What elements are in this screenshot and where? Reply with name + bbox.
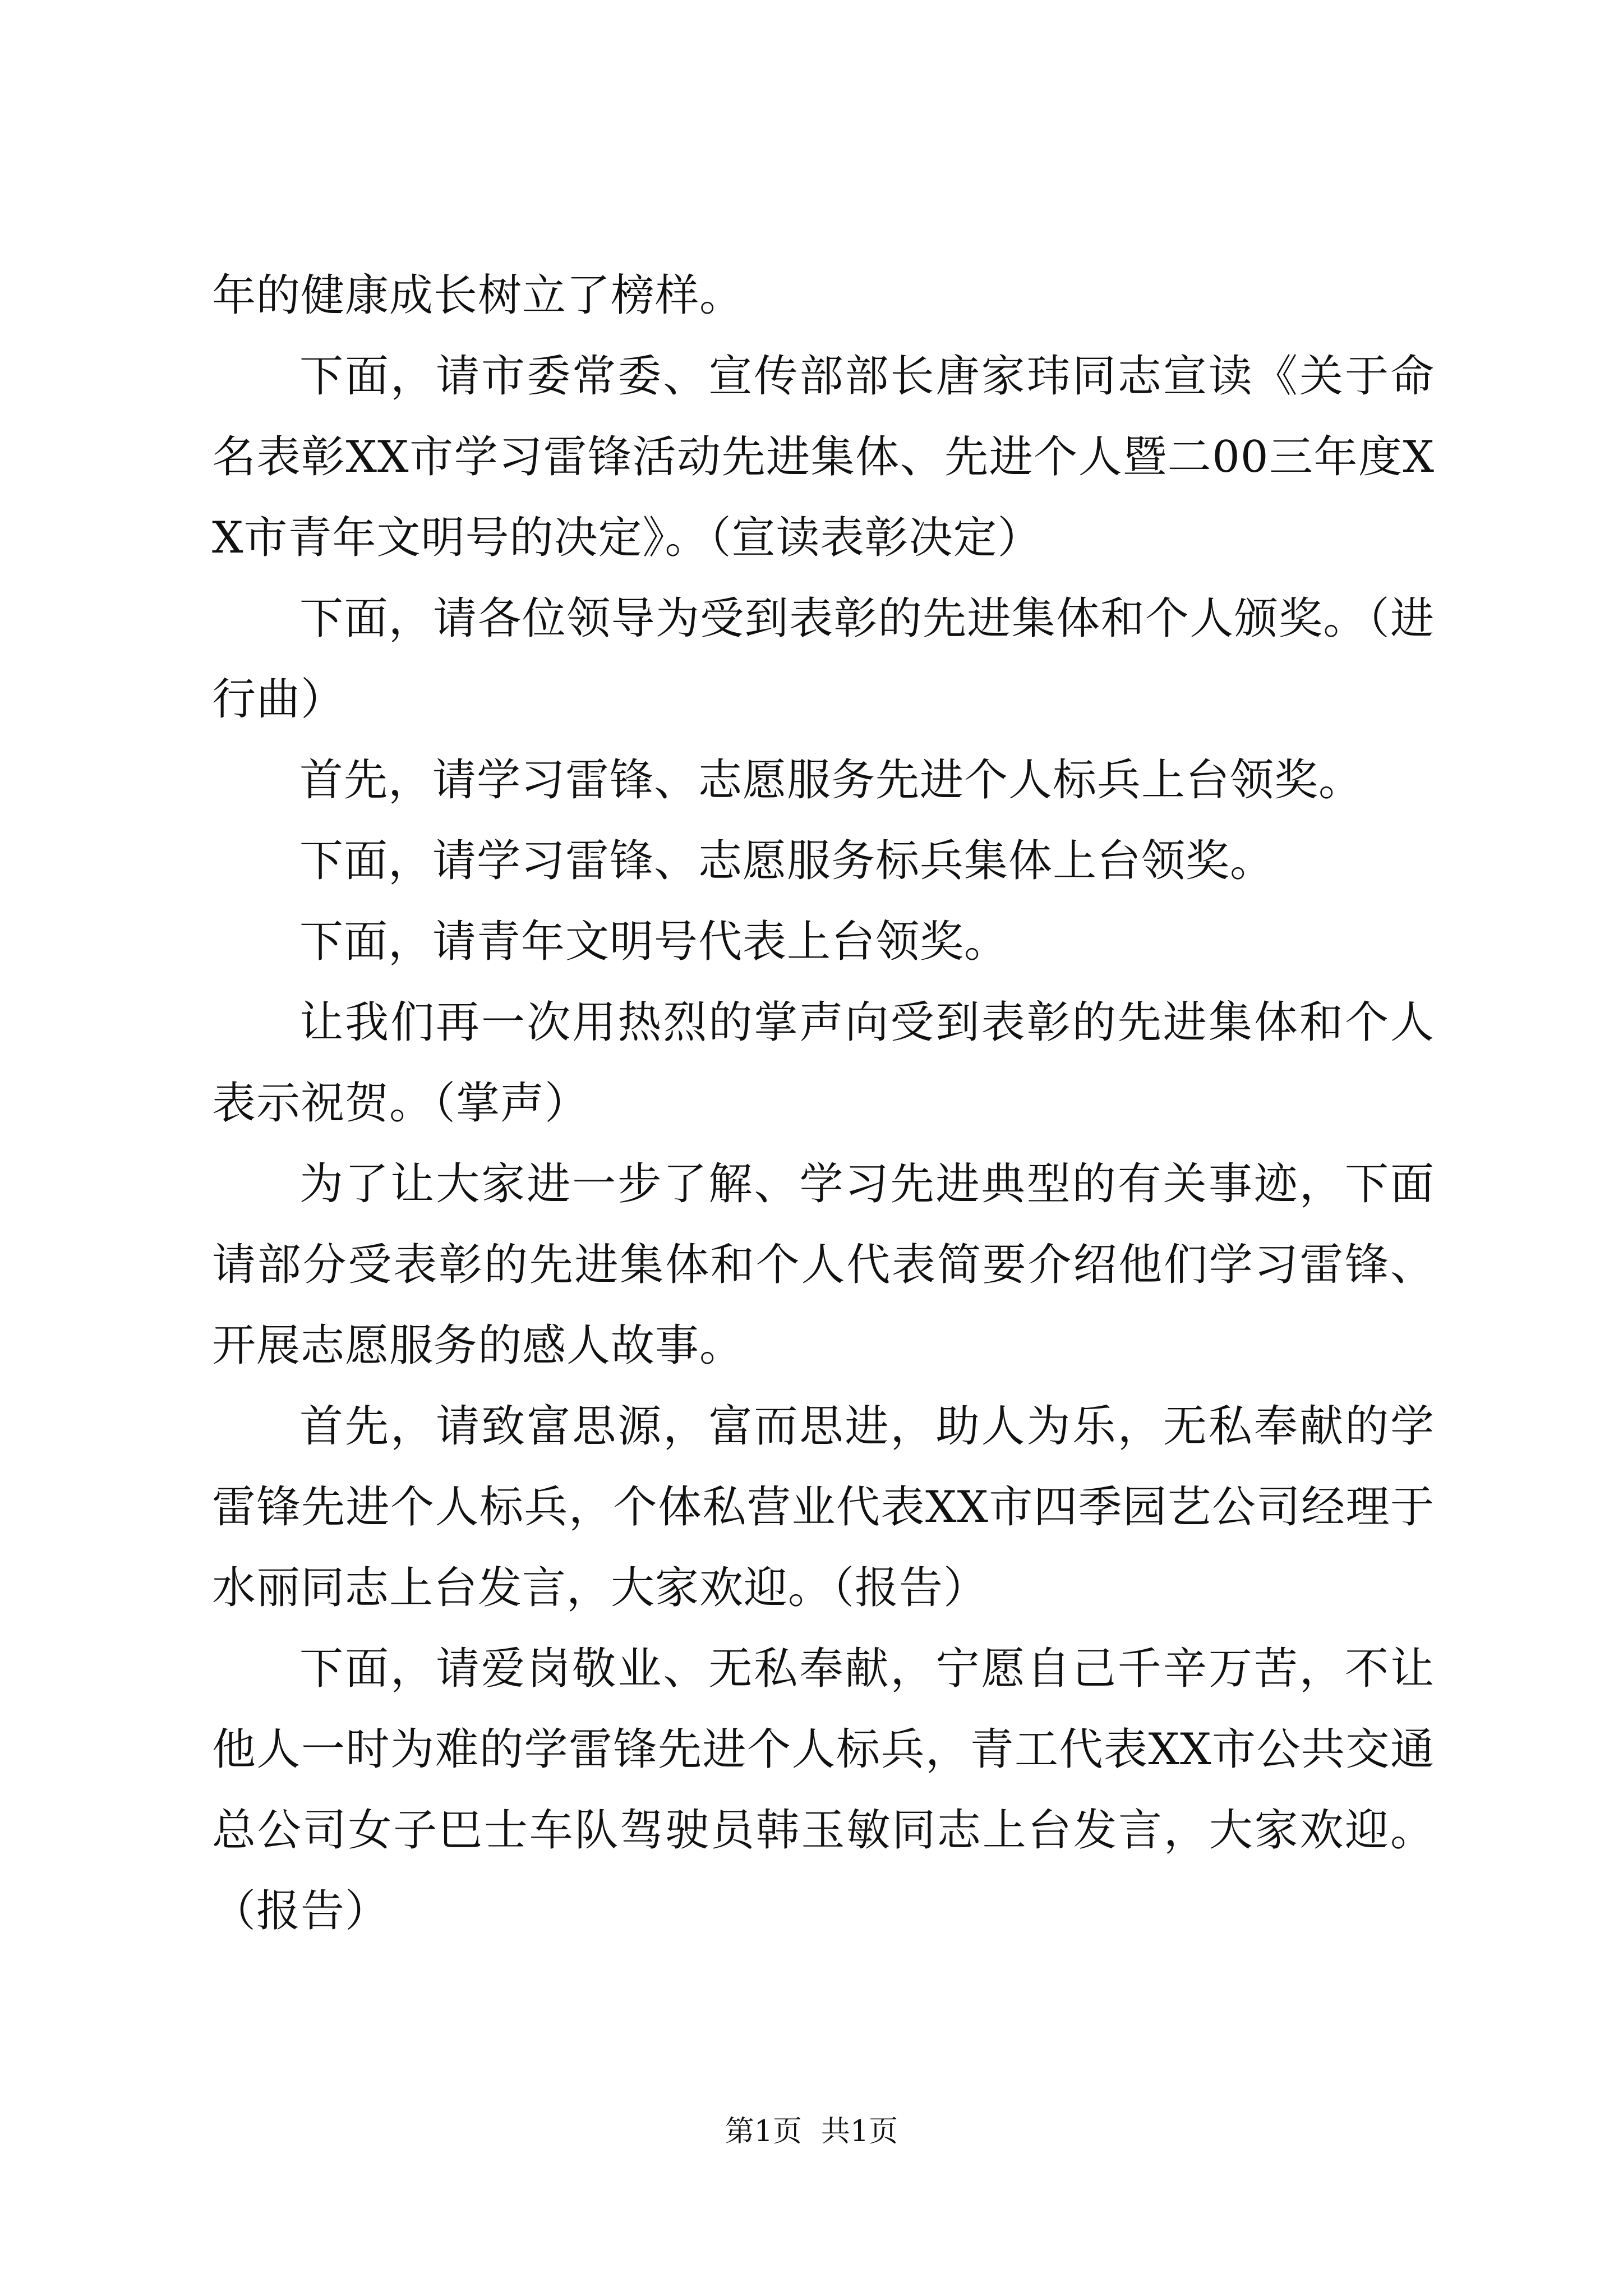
paragraph-7: 让我们再一次用热烈的掌声向受到表彰的先进集体和个人表示祝贺。（掌声） xyxy=(212,997,1435,1129)
paragraph-1: 年的健康成长树立了榜样。 xyxy=(212,270,744,321)
paragraph-10: 下面，请爱岗敬业、无私奉献，宁愿自己千辛万苦，不让他人一时为难的学雷锋先进个人标兵，青工代表XX市公共交通总公司女子巴士车队驾驶员韩玉敏同志上台发言，大家欢迎。（报告） xyxy=(212,1644,1435,1936)
paragraph-9: 首先，请致富思源，富而思进，助人为乐，无私奉献的学雷锋先进个人标兵，个体私营业代表XX市四季园艺公司经理于水丽同志上台发言，大家欢迎。（报告） xyxy=(212,1401,1435,1613)
page-number: 第1页 xyxy=(725,2115,802,2148)
paragraph-2: 下面，请市委常委、宣传部部长唐家玮同志宣读《关于命名表彰XX市学习雷锋活动先进集体、先进个人暨二00三年度XX市青年文明号的决定》。（宣读表彰决定） xyxy=(212,351,1435,563)
paragraph-3: 下面，请各位领导为受到表彰的先进集体和个人颁奖。（进行曲） xyxy=(212,593,1435,725)
document-body xyxy=(212,255,1435,1952)
paragraph-5: 下面，请学习雷锋、志愿服务标兵集体上台领奖。 xyxy=(299,836,1275,886)
paragraph-8: 为了让大家进一步了解、学习先进典型的有关事迹，下面请部分受表彰的先进集体和个人代表简要介绍他们学习雷锋、开展志愿服务的感人故事。 xyxy=(212,1159,1435,1371)
page-footer xyxy=(0,2112,1623,2151)
page-total: 共1页 xyxy=(821,2115,898,2148)
paragraph-6: 下面，请青年文明号代表上台领奖。 xyxy=(299,917,1009,967)
paragraph-4: 首先，请学习雷锋、志愿服务先进个人标兵上台领奖。 xyxy=(299,755,1363,806)
